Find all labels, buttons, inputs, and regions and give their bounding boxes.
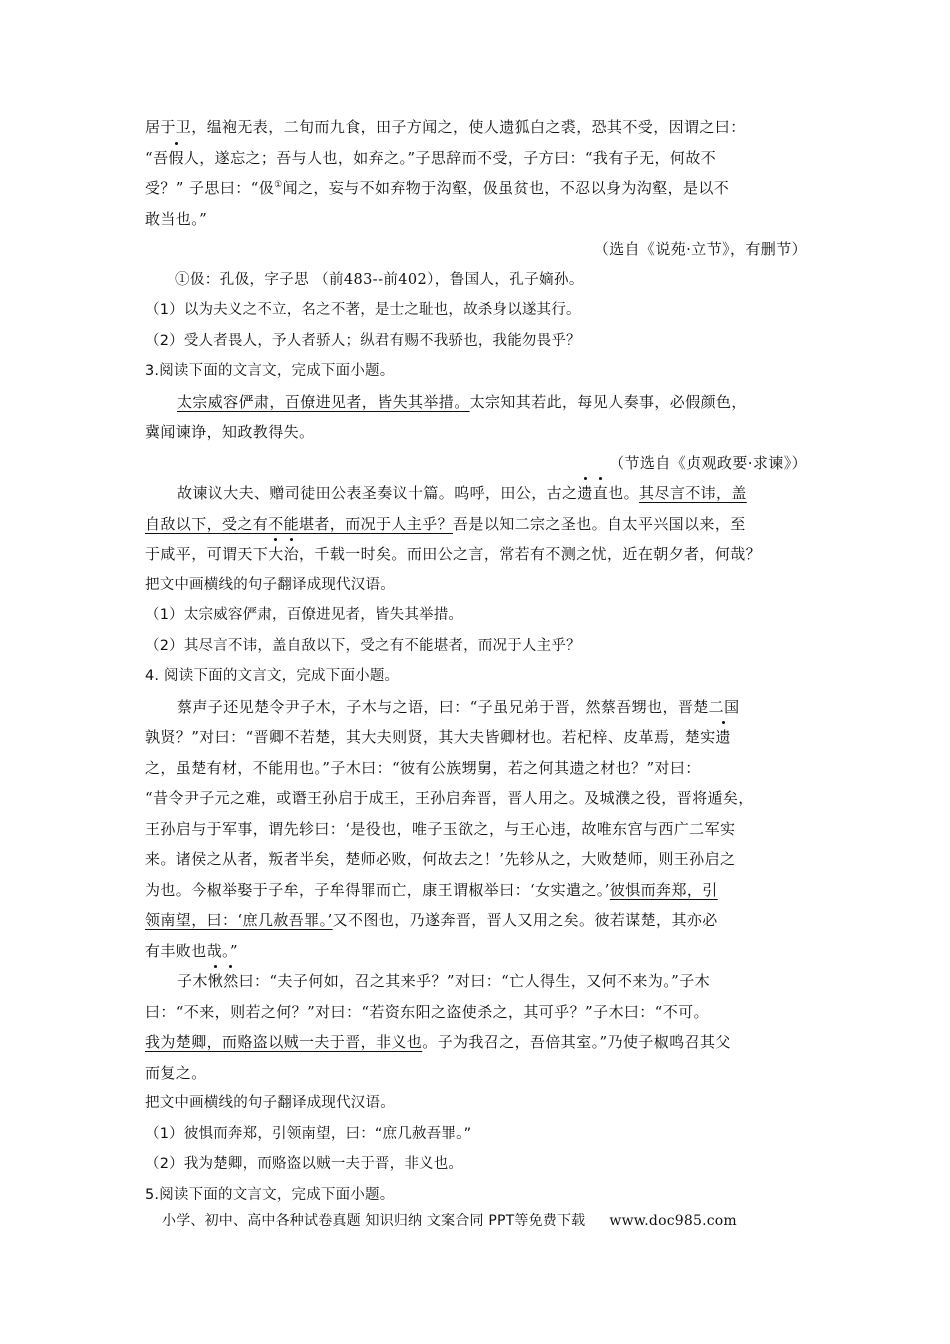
passage-line — [145, 112, 807, 143]
passage-line — [145, 875, 807, 906]
text-run: 5.阅读下面的文言文，完成下面小题。 — [145, 1186, 395, 1203]
passage-line — [145, 966, 807, 997]
text-run: “昔令尹子元之难，或谮王孙启于成王，王孙启奔晋，晋人用之。及城濮之役，晋将遁矣， — [145, 789, 754, 807]
passage-line — [145, 478, 807, 509]
source-citation — [145, 448, 807, 479]
text-run: （1）太宗威容俨肃，百僚进见者，皆失其举措。 — [145, 607, 464, 623]
text-run: 把文中画横线的句子翻译成现代汉语。 — [145, 1095, 395, 1111]
source-citation — [145, 234, 807, 265]
instruction — [145, 1088, 807, 1119]
text-run: 吾是以知二宗之圣也。自太平兴国以来，至 — [453, 514, 746, 533]
underlined-sentence: 领南望，曰：‘庶几赦吾罪。’ — [145, 911, 333, 929]
dotted-char: 治 — [284, 539, 299, 570]
text-run: 4. 阅读下面的文言文，完成下面小题。 — [145, 668, 400, 684]
text-run: （节选自《贞观政要·求谏》） — [609, 453, 807, 472]
question-item — [145, 600, 807, 631]
footer-text: 小学、初中、高中各种试卷真题 知识归纳 文案合同 PPT等免费下载 — [162, 1213, 586, 1229]
passage-line — [145, 204, 807, 235]
text-run: 闻之，妄与不如弃物于沟壑，伋虽贫也，不忍以身为沟壑，是以不 — [282, 179, 730, 197]
passage-line — [145, 143, 807, 174]
text-run: 人，遂忘之；吾与人也，如弃之。”子思辞而不受，子方曰：“我有子无，何故不 — [183, 148, 717, 167]
dotted-char: 然 — [223, 966, 238, 997]
text-run: 受？” 子思曰：“伋 — [145, 179, 275, 197]
text-run: （1）以为夫义之不立，名之不著，是士之耻也，故杀身以遂其行。 — [145, 302, 581, 318]
underlined-sentence: 彼惧而奔郑，引 — [609, 880, 718, 899]
passage-line — [145, 692, 807, 723]
section-heading — [145, 356, 807, 387]
passage-line — [145, 173, 807, 204]
dotted-char: 直 — [593, 478, 608, 509]
footnote-marker: ① — [274, 180, 283, 190]
text-run: 来。诸侯之从者，叛者半矣，楚师必败，何故去之！’先轸从之，大败楚师，则王孙启之 — [145, 850, 736, 868]
passage-line — [145, 936, 807, 967]
underlined-sentence: 太宗威容俨肃，百僚进见者，皆失其举措。 — [177, 392, 470, 411]
text-run: 孰贤？”对曰：“晋卿不若楚，其大夫则贤，其大夫皆卿材也。若杞梓、皮革焉，楚实 — [145, 728, 716, 746]
passage-line — [145, 997, 807, 1028]
question-item — [145, 1149, 807, 1180]
passage-line — [145, 783, 807, 814]
text-run: 曰：“夫子何如，召之其来乎？”对曰：“亡人得生，又何不来为。”子木 — [238, 972, 711, 990]
passage-line — [145, 905, 807, 936]
text-run: （2）我为楚卿，而赂盗以贼一夫于晋，非义也。 — [145, 1156, 464, 1172]
question-item — [145, 1119, 807, 1150]
page-footer — [162, 1210, 737, 1230]
text-run: （1）彼惧而奔郑，引领南望，曰：“庶几赦吾罪。” — [145, 1125, 472, 1142]
text-run: （选自《说苑·立节》，有删节） — [593, 240, 807, 258]
text-run: 于咸平，可谓天下 — [145, 545, 269, 563]
text-run: 王孙启与于军事，谓先轸曰：‘是役也，唯子玉欲之，与王心违，故唯东宫与西广二军实 — [145, 819, 736, 838]
section-heading — [145, 661, 807, 692]
text-run: 有丰败也哉。” — [145, 941, 238, 960]
text-run: 居于卫，缊袍无表，二旬而九食，田子方闻之，使人遗狐白之裘，恐其不受，因谓之曰： — [145, 118, 746, 136]
text-run: 敢当也。” — [145, 209, 208, 228]
passage-line — [145, 844, 807, 875]
passage-line — [145, 722, 807, 753]
passage-line — [145, 1027, 807, 1058]
text-run: （2）受人者畏人，予人者骄人；纵君有赐不我骄也，我能勿畏乎？ — [145, 332, 581, 349]
question-item — [145, 631, 807, 662]
underlined-sentence: 其尽言不讳，盖 — [639, 484, 747, 502]
text-run: （2）其尽言不讳，盖自敌以下，受之有不能堪者，而况于人主乎？ — [145, 637, 581, 654]
passage-line — [145, 387, 807, 418]
text-run: 又不图也，乃遂奔晋，晋人又用之矣。彼若谋楚，其亦必 — [332, 911, 718, 929]
question-item — [145, 326, 807, 357]
passage-line — [145, 417, 807, 448]
dotted-char: 遗 — [577, 478, 592, 509]
underlined-sentence: 自敌以下，受之有不能堪者，而况于人主乎？ — [145, 514, 454, 533]
question-item — [145, 295, 807, 326]
text-run: “吾 — [145, 148, 169, 167]
text-run: 把文中画横线的句子翻译成现代汉语。 — [145, 576, 395, 593]
instruction — [145, 570, 807, 601]
text-run: 为也。今椒举娶于子牟，子牟得罪而亡，康王谓椒举曰：‘女实遣之。’ — [145, 880, 610, 899]
dotted-char: 大 — [268, 539, 283, 570]
dotted-char: 愀 — [208, 966, 223, 997]
text-run: 太宗知其若此，每见人奏事，必假颜色， — [469, 392, 747, 411]
section-heading — [145, 1180, 807, 1211]
passage-line — [145, 1058, 807, 1089]
text-run: 故谏议大夫、赠司徒田公表圣奏议十篇。呜呼，田公，古之 — [177, 484, 578, 502]
dotted-char: 假 — [168, 143, 183, 174]
text-run: ①伋：孔伋，字子思 （前483--前402），鲁国人，孔子嫡孙。 — [175, 271, 584, 288]
text-run: 也。 — [608, 484, 640, 502]
passage-line — [145, 753, 807, 784]
text-run: 而复之。 — [145, 1063, 207, 1082]
footnote — [145, 265, 807, 296]
passage-line — [145, 814, 807, 845]
text-run: 蔡声子还见楚令尹子木，子木与之语，曰：“子虽兄弟于晋，然蔡吾甥也，晋楚二国 — [177, 697, 740, 716]
text-run: 。子为我召之，吾倍其室。”乃使子椒鸣召其父 — [422, 1033, 731, 1051]
text-run: ，千载一时矣。而田公之言，常若有不测之忧，近在朝夕者，何哉？ — [299, 545, 762, 563]
document-page — [145, 112, 807, 1210]
text-run: 之，虽楚有材，不能用也。”子木曰：“彼有公族甥舅，若之何其遗之材也？”对曰： — [145, 758, 701, 777]
text-run: 冀闻谏诤，知政教得失。 — [145, 423, 315, 441]
passage-line — [145, 539, 807, 570]
footer-link[interactable]: www.doc985.com — [609, 1213, 737, 1229]
text-run: 子木 — [177, 972, 208, 990]
underlined-sentence: 我为楚卿，而赂盗以贼一夫于晋，非义也 — [145, 1033, 423, 1051]
passage-line — [145, 509, 807, 540]
text-run: 曰：“不来，则若之何？”对曰：“若资东阳之盗使杀之，其可乎？”子木曰：“不可。 — [145, 1002, 709, 1021]
dotted-char: 遗 — [716, 722, 731, 753]
text-run: 3.阅读下面的文言文，完成下面小题。 — [145, 363, 395, 379]
